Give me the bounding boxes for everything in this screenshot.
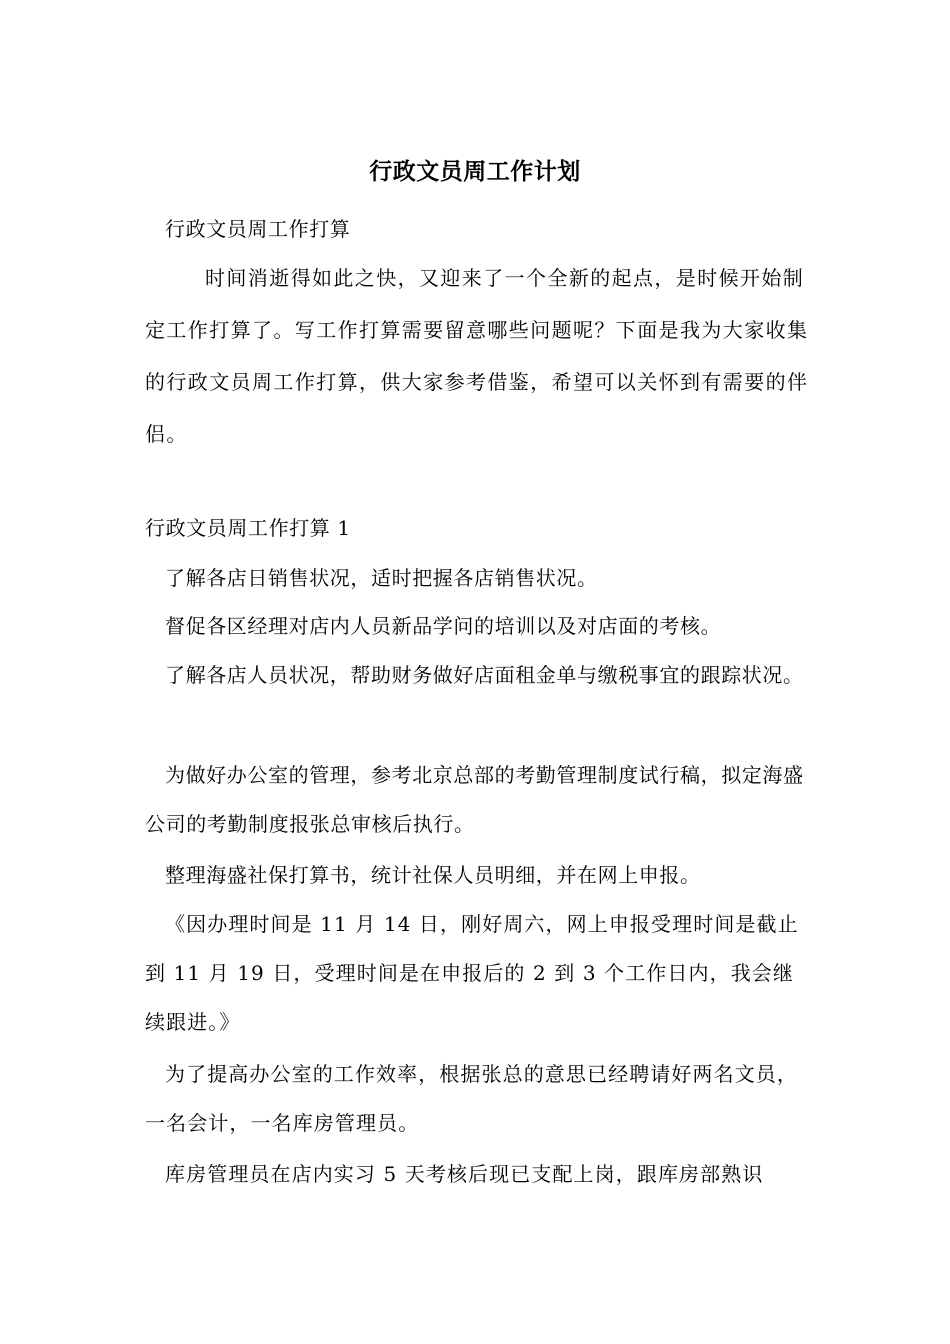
document-subtitle: 行政文员周工作打算 [165, 217, 351, 241]
section-title: 行政文员周工作打算 1 [145, 516, 351, 540]
document-title: 行政文员周工作计划 [369, 158, 581, 185]
body-paragraph-6: 《因办理时间是 11 月 14 日，刚好周六，网上申报受理时间是截止到 11 月 19 日，受理时间是在申报后的 2 到 3 个工作日内，我会继续跟进。》 [145, 912, 799, 1034]
body-paragraph-2: 督促各区经理对店内人员新品学问的培训以及对店面的考核。 [165, 614, 722, 638]
intro-paragraph: 时间消逝得如此之快，又迎来了一个全新的起点，是时候开始制定工作打算了。写工作打算需要留意哪些问题呢？下面是我为大家收集的行政文员周工作打算，供大家参考借鉴，希望可以关怀到有需要的伴侣。 [145, 266, 809, 446]
body-paragraph-1: 了解各店日销售状况，适时把握各店销售状况。 [165, 566, 598, 590]
body-paragraph-8: 库房管理员在店内实习 5 天考核后现已支配上岗，跟库房部熟识 [165, 1162, 764, 1186]
body-paragraph-3: 了解各店人员状况，帮助财务做好店面租金单与缴税事宜的跟踪状况。 [165, 663, 804, 687]
body-paragraph-7: 为了提高办公室的工作效率，根据张总的意思已经聘请好两名文员，一名会计，一名库房管理员。 [145, 1062, 798, 1135]
body-paragraph-5: 整理海盛社保打算书，统计社保人员明细，并在网上申报。 [165, 863, 701, 887]
body-paragraph-4: 为做好办公室的管理，参考北京总部的考勤管理制度试行稿，拟定海盛公司的考勤制度报张总审核后执行。 [145, 763, 804, 836]
